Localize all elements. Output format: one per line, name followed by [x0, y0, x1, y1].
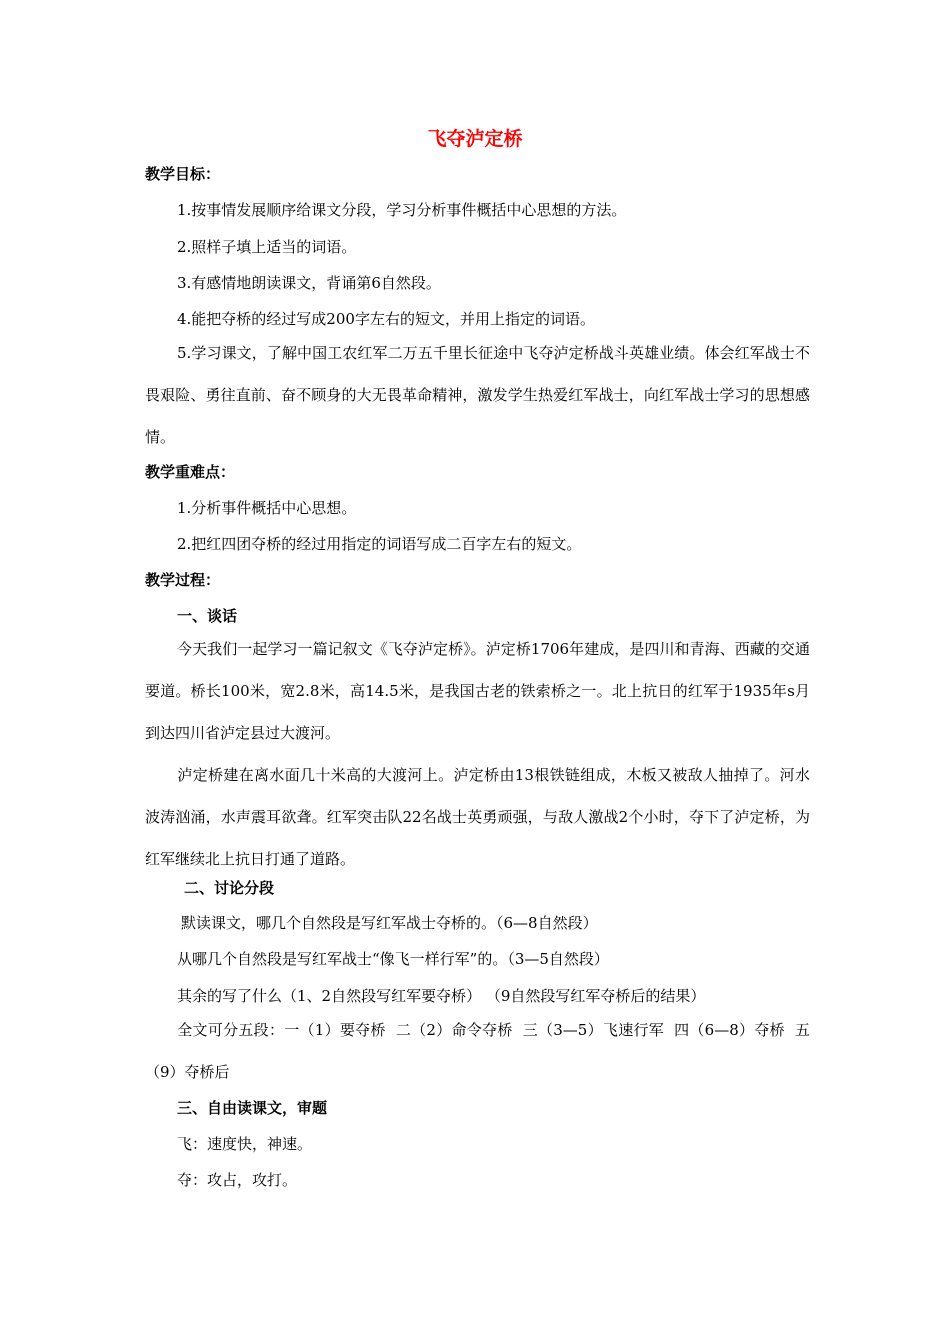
section-2-line-3: 其余的写了什么（1、2自然段写红军要夺桥） （9自然段写红军夺桥后的结果） [177, 987, 706, 1005]
section-3-line-1: 飞：速度快，神速。 [177, 1135, 313, 1153]
goal-item-5-text: 5.学习课文，了解中国工农红军二万五千里长征途中飞夺泸定桥战斗英雄业绩。体会红军战士不畏艰险、勇往直前、奋不顾身的大无畏革命精神，激发学生热爱红军战士，向红军战士学习的思想感情。 [145, 344, 810, 446]
goal-item-2: 2.照样子填上适当的词语。 [177, 238, 357, 256]
section-2-heading: 二、讨论分段 [184, 879, 275, 897]
section-1-paragraph-2-text: 泸定桥建在离水面几十米高的大渡河上。泸定桥由13根铁链组成，木板又被敌人抽掉了。河水波涛汹涌，水声震耳欲聋。红军突击队22名战士英勇顽强，与敌人激战2个小时，夺下了泸定桥，为红军继续北上抗日打通了道路。 [145, 766, 810, 868]
section-2-line-2: 从哪几个自然段是写红军战士“像飞一样行军”的。（3—5自然段） [177, 950, 609, 968]
section-1-paragraph-2 [145, 754, 810, 880]
goal-item-3: 3.有感情地朗读课文，背诵第6自然段。 [177, 274, 441, 292]
document-title: 飞夺泸定桥 [427, 128, 523, 150]
section-1-heading: 一、谈话 [177, 607, 238, 625]
goals-heading: 教学目标： [145, 165, 221, 183]
section-3-heading: 三、自由读课文，审题 [177, 1099, 328, 1117]
section-3-line-2: 夺：攻占，攻打。 [177, 1171, 298, 1189]
section-1-paragraph-1 [145, 628, 810, 754]
section-2-line-1: 默读课文，哪几个自然段是写红军战士夺桥的。（6—8自然段） [181, 914, 598, 932]
section-2-line-4-text: 全文可分五段：一（1）要夺桥 二（2）命令夺桥 三（3—5）飞速行军 四（6—8）夺桥 五（9）夺桥后 [145, 1021, 810, 1081]
section-1-paragraph-1-text: 今天我们一起学习一篇记叙文《飞夺泸定桥》。泸定桥1706年建成，是四川和青海、西藏的交通要道。桥长100米，宽2.8米，高14.5米，是我国古老的铁索桥之一。北上抗日的红军于1935年s月到达四川省泸定县过大渡河。 [145, 640, 810, 742]
goal-item-5 [145, 332, 810, 458]
keypoint-item-2: 2.把红四团夺桥的经过用指定的词语写成二百字左右的短文。 [177, 535, 582, 553]
section-2-line-4 [145, 1009, 810, 1093]
keypoints-heading: 教学重难点： [145, 463, 236, 481]
goal-item-4: 4.能把夺桥的经过写成200字左右的短文，并用上指定的词语。 [177, 310, 595, 328]
keypoint-item-1: 1.分析事件概括中心思想。 [177, 499, 357, 517]
goal-item-1: 1.按事情发展顺序给课文分段，学习分析事件概括中心思想的方法。 [177, 201, 627, 219]
process-heading: 教学过程： [145, 571, 221, 589]
